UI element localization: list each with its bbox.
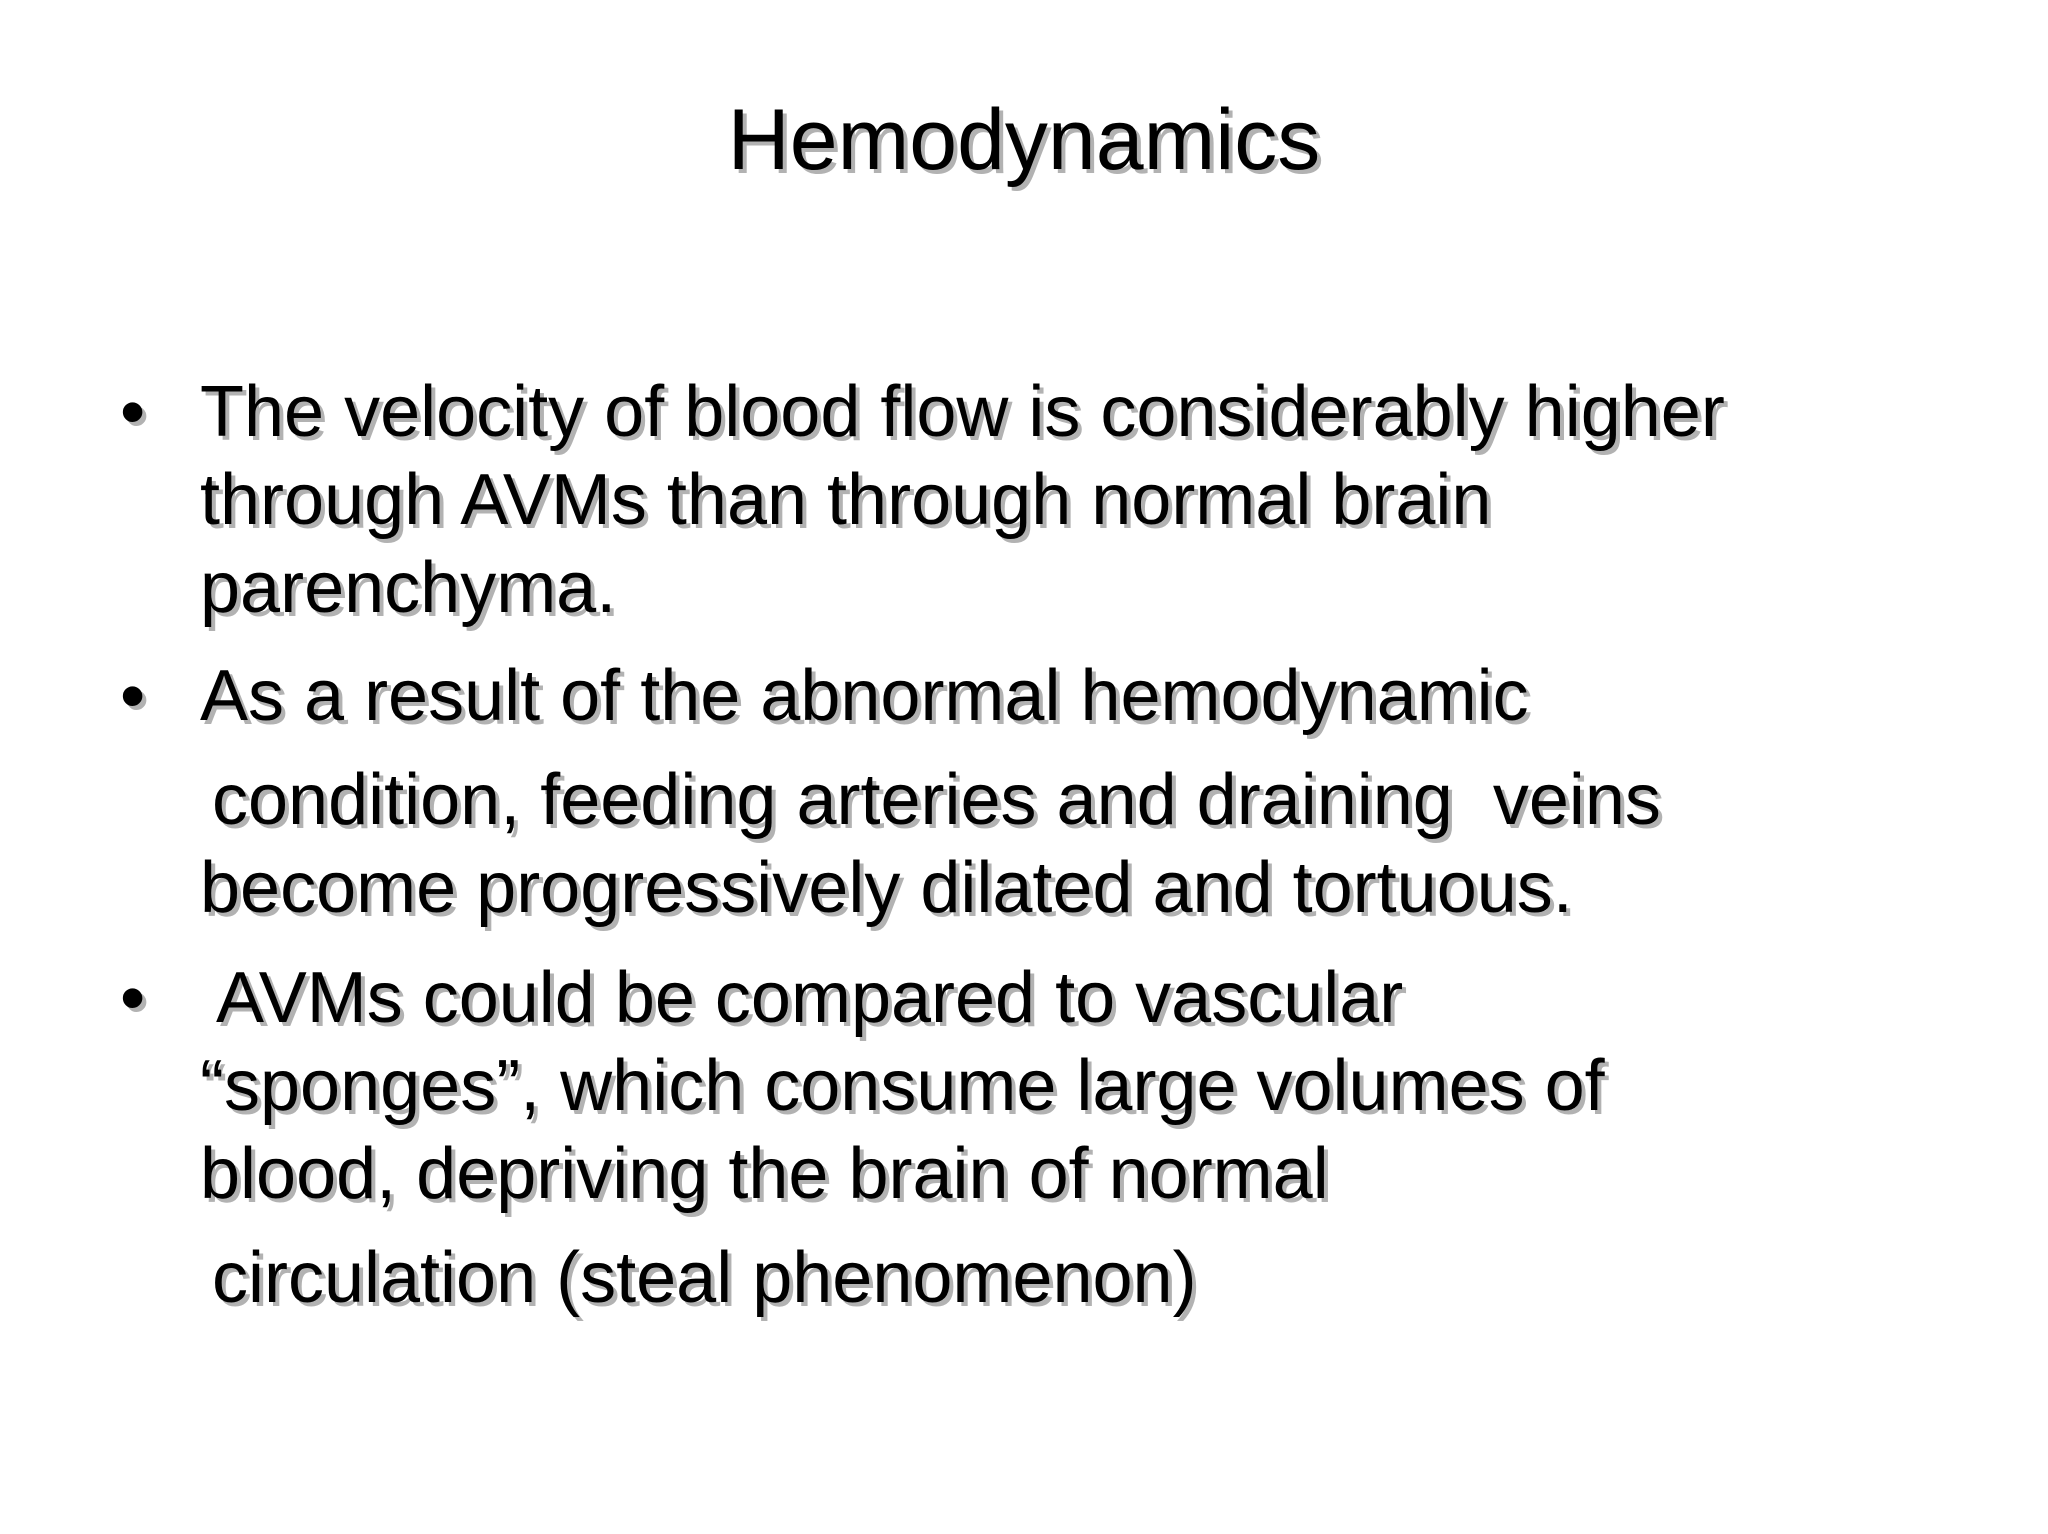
bullet-3-line-3: blood, depriving the brain of normal [200,1134,1329,1214]
bullet-2-line-1: As a result of the abnormal hemodynamic [200,656,1529,736]
bullet-1-line-2: through AVMs than through normal brain [200,460,1492,540]
bullet-3-line-1: AVMs could be compared to vascular [200,958,1404,1038]
bullet-marker: • [120,372,146,452]
bullet-2-line-2: condition, feeding arteries and draining veins [212,760,1661,840]
bullet-marker: • [120,656,146,736]
bullet-3-line-4: circulation (steal phenomenon) [212,1238,1197,1318]
bullet-1-line-1: The velocity of blood flow is considerably higher [200,372,1725,452]
bullet-1-line-3: parenchyma. [200,548,617,628]
bullet-3-line-2: “sponges”, which consume large volumes of [200,1046,1605,1126]
bullet-marker: • [120,958,146,1038]
bullet-2-line-3: become progressively dilated and tortuous. [200,848,1573,928]
slide-title: Hemodynamics [727,92,1321,188]
